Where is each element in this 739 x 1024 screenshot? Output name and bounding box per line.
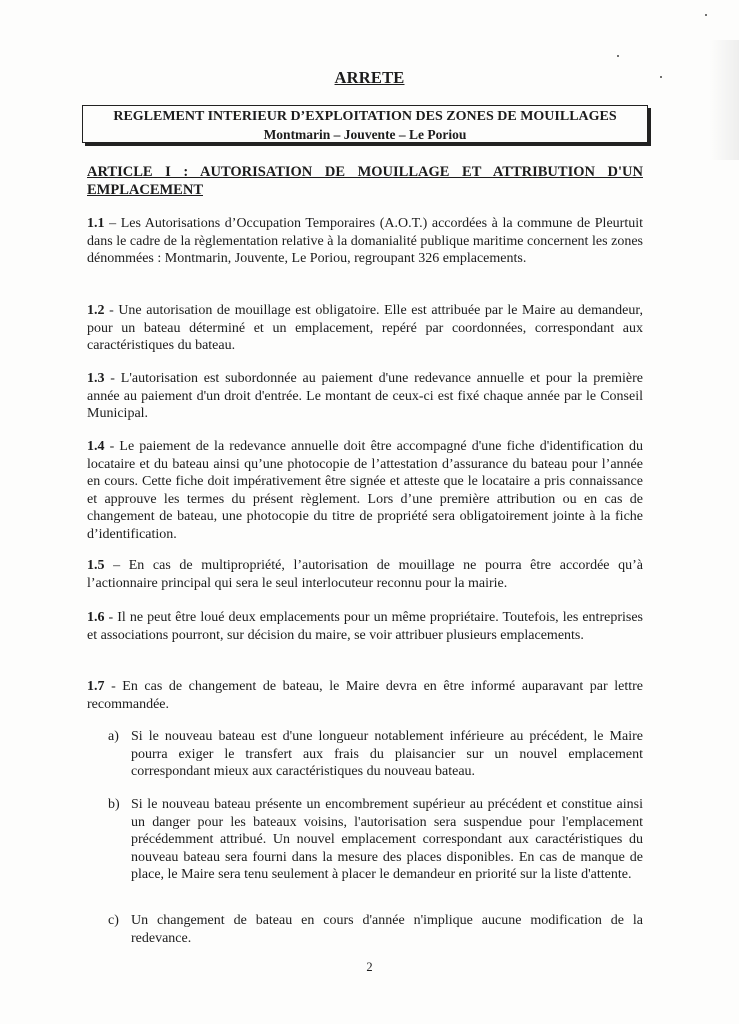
- paragraph-1-5: [87, 557, 643, 592]
- document-title: ARRETE: [334, 68, 405, 87]
- paragraph-1-7: [87, 678, 643, 713]
- list-item-text: Si le nouveau bateau est d'une longueur notablement inférieure au précédent, le Maire pourra exiger le transfert aux frais du plaisancier sur un nouvel emplacement correspondant mieux aux caractéristiques du nouveau bateau.: [131, 729, 643, 780]
- list-item-b: [108, 796, 643, 884]
- regulation-heading: REGLEMENT INTERIEUR D’EXPLOITATION DES ZONES DE MOUILLAGES: [113, 109, 617, 124]
- list-marker: c): [108, 913, 119, 928]
- paragraph-1-3: [87, 370, 643, 423]
- paragraph-text: - L'autorisation est subordonnée au paiement d'une redevance annuelle et pour la première année au paiement d'un droit d'entrée. Le montant de ceux-ci est fixé chaque année par le Conseil Municipal.: [87, 371, 643, 422]
- list-item-a: [108, 728, 643, 781]
- paragraph-text: - Il ne peut être loué deux emplacements pour un même propriétaire. Toutefois, les entreprises et associations pourront, sur décision du maire, se voir attribuer plusieurs emplacements.: [87, 610, 643, 643]
- regulation-heading-box: [82, 105, 648, 143]
- list-item-text: Un changement de bateau en cours d'année n'implique aucune modification de la redevance.: [131, 913, 643, 946]
- paragraph-number: 1.2: [87, 303, 105, 318]
- scan-speck: [617, 55, 619, 57]
- page-number: 2: [366, 960, 373, 974]
- scan-speck: [705, 14, 707, 16]
- paragraph-1-4: [87, 438, 643, 544]
- paragraph-text: – Les Autorisations d’Occupation Temporaires (A.O.T.) accordées à la commune de Pleurtuit dans le cadre de la règlementation relative à la domanialité publique maritime concernent les zones dénommées : Montmarin, Jouvente, Le Poriou, regroupant 326 emplacements.: [87, 216, 643, 267]
- paragraph-text: - Une autorisation de mouillage est obligatoire. Elle est attribuée par le Maire au demandeur, pour un bateau déterminé et un emplacement, repéré par coordonnées, correspondant aux caractéristiques du bateau.: [87, 303, 643, 354]
- article-heading: ARTICLE I : AUTORISATION DE MOUILLAGE ET ATTRIBUTION D'UN EMPLACEMENT: [87, 164, 643, 198]
- paragraph-1-6: [87, 609, 643, 644]
- paragraph-text: - Le paiement de la redevance annuelle doit être accompagné d'une fiche d'identification du locataire et du bateau ainsi qu’une photocopie de l’attestation d’assurance du bateau pour l’année en cours. Cette fiche doit impérativement être signée et atteste que le locataire a pris connaissance et approuve les termes du présent règlement. Lors d’une première attribution ou en cas de changement de bateau, une photocopie du titre de propriété sera obligatoirement jointe à la fiche d’identification.: [87, 439, 643, 542]
- paragraph-number: 1.1: [87, 216, 105, 231]
- paragraph-number: 1.6: [87, 610, 105, 625]
- paragraph-number: 1.3: [87, 371, 105, 386]
- list-marker: a): [108, 729, 119, 744]
- paragraph-text: - En cas de changement de bateau, le Maire devra en être informé auparavant par lettre recommandée.: [87, 679, 643, 712]
- list-item-text: Si le nouveau bateau présente un encombrement supérieur au précédent et constitue ainsi un danger pour les bateaux voisins, l'autorisation sera suspendue pour l'emplacement précédemment attribué. Un nouvel emplacement correspondant aux caractéristiques du nouveau bateau sera fourni dans la mesure des places disponibles. En cas de manque de place, le Maire sera tenu seulement à placer le demandeur en priorité sur la liste d'attente.: [131, 797, 643, 883]
- zones-subheading: Montmarin – Jouvente – Le Poriou: [263, 127, 467, 142]
- paragraph-1-2: [87, 302, 643, 355]
- paragraph-number: 1.7: [87, 679, 105, 694]
- list-marker: b): [108, 797, 120, 812]
- scan-shadow: [709, 40, 739, 160]
- paragraph-number: 1.4: [87, 439, 105, 454]
- paragraph-number: 1.5: [87, 558, 105, 573]
- paragraph-1-1: [87, 215, 643, 268]
- list-item-c: [108, 912, 643, 947]
- paragraph-text: – En cas de multipropriété, l’autorisation de mouillage ne pourra être accordée qu’à l’actionnaire principal qui sera le seul interlocuteur reconnu pour la mairie.: [87, 558, 643, 591]
